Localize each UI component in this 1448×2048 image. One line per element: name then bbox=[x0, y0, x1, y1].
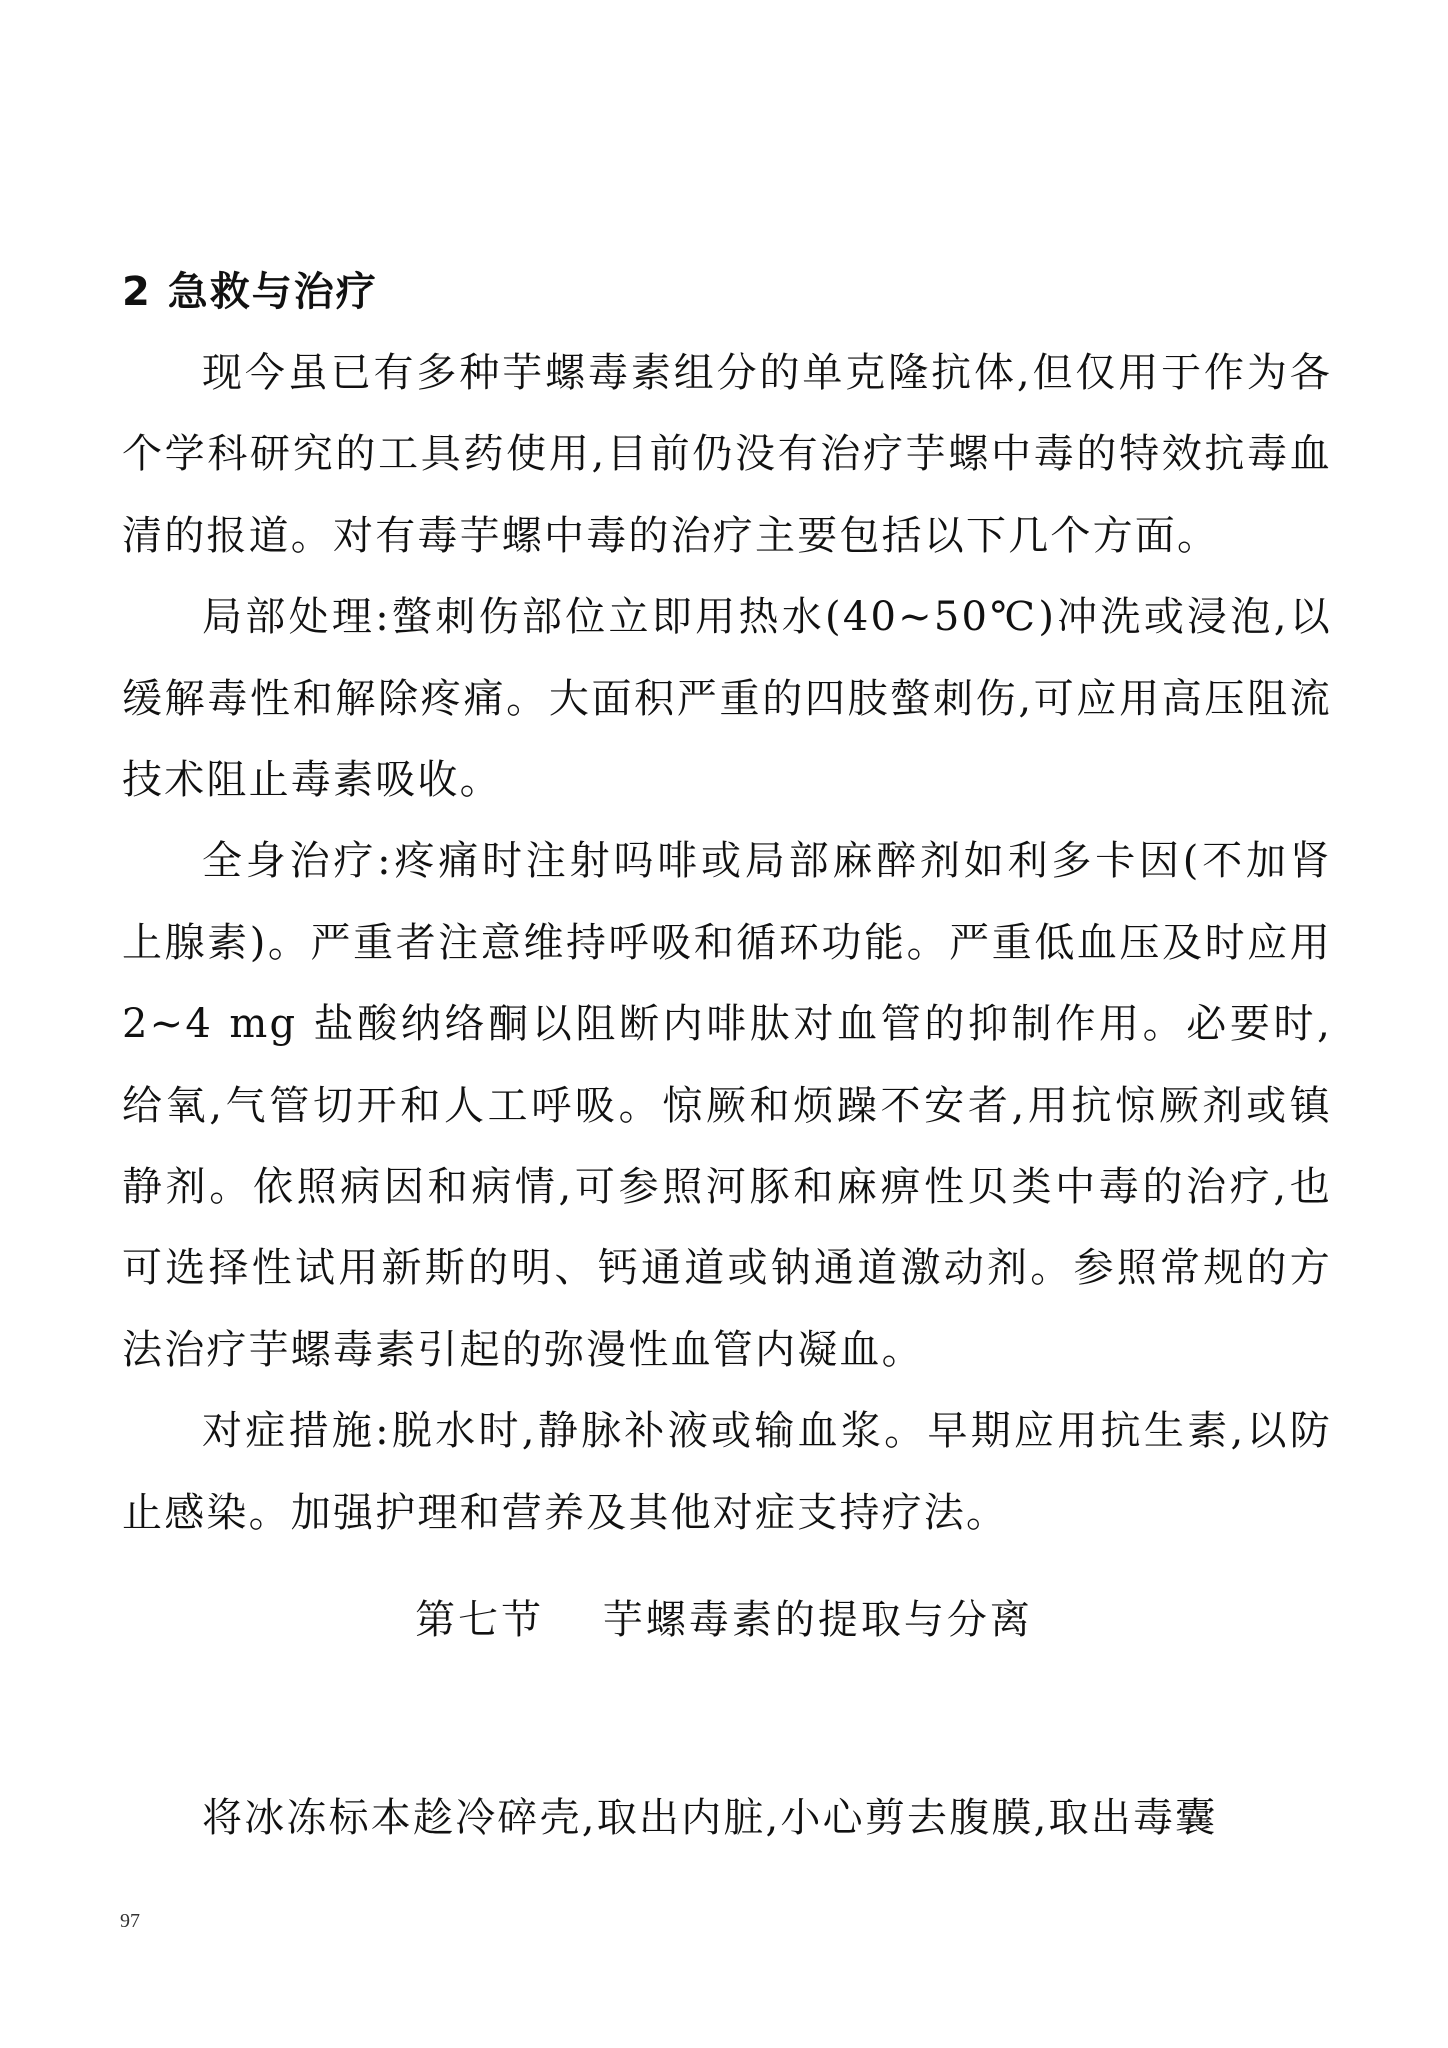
chapter-body bbox=[122, 1778, 1332, 1859]
section-heading: 2 急救与治疗 bbox=[122, 269, 378, 315]
paragraph-intro: 现今虽已有多种芋螺毒素组分的单克隆抗体,但仅用于作为各个学科研究的工具药使用,目前仍没有治疗芋螺中毒的特效抗毒血清的报道。对有毒芋螺中毒的治疗主要包括以下几个方面。 bbox=[122, 350, 1332, 559]
page-number: 97 bbox=[120, 1910, 140, 1932]
paragraph-systemic-treatment: 全身治疗:疼痛时注射吗啡或局部麻醉剂如利多卡因(不加肾上腺素)。严重者注意维持呼吸和循环功能。严重低血压及时应用 2~4 mg 盐酸纳络酮以阻断内啡肽对血管的抑制作用。必要时,给氧,气管切开和人工呼吸。惊厥和烦躁不安者,用抗惊厥剂或镇静剂。依照病因和病情,可参照河豚和麻痹性贝类中毒的治疗,也可选择性试用新斯的明、钙通道或钠通道激动剂。参照常规的方法治疗芋螺毒素引起的弥漫性血管内凝血。 bbox=[122, 838, 1332, 1373]
section-body bbox=[122, 333, 1332, 1554]
paragraph-extraction: 将冰冻标本趁冷碎壳,取出内脏,小心剪去腹膜,取出毒囊 bbox=[202, 1795, 1218, 1841]
paragraph-symptomatic-measures: 对症措施:脱水时,静脉补液或输血浆。早期应用抗生素,以防止感染。加强护理和营养及其他对症支持疗法。 bbox=[122, 1408, 1332, 1536]
paragraph-local-treatment: 局部处理:螫刺伤部位立即用热水(40~50℃)冲洗或浸泡,以缓解毒性和解除疼痛。大面积严重的四肢螫刺伤,可应用高压阻流技术阻止毒素吸收。 bbox=[122, 594, 1332, 804]
chapter-title: 第七节 芋螺毒素的提取与分离 bbox=[415, 1597, 1033, 1643]
